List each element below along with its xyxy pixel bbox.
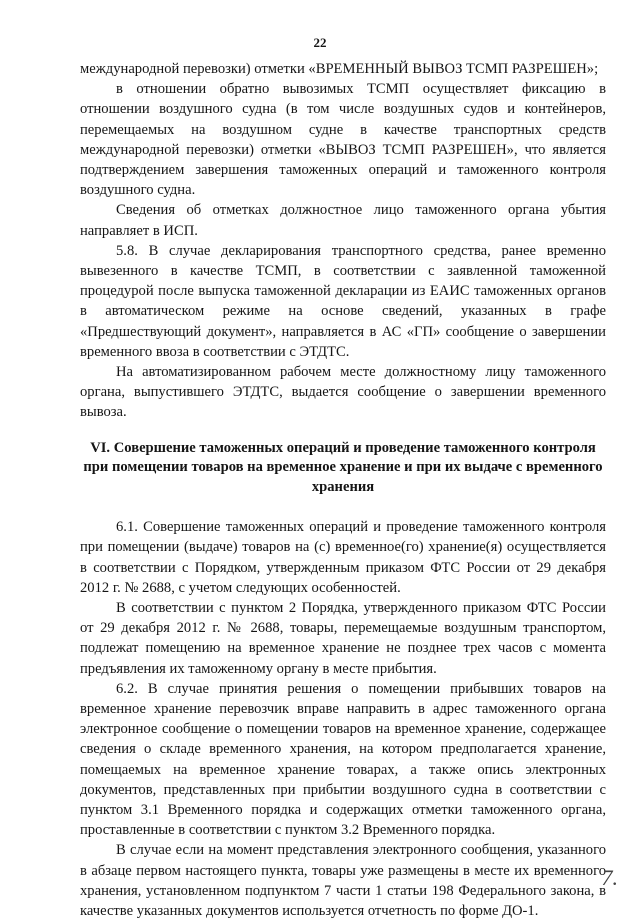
paragraph-do-1: В случае если на момент представления электронного сообщения, указанного в абзаце первом настоящего пункта, товары уже размещены в месте их временного хранения, установленном подпунктом 7 части 1 статьи 198 Федерального закона, в качестве указанных документов используется отчетность по форме ДО-1. [80,842,606,920]
paragraph-point-2: В соответствии с пунктом 2 Порядка, утвержденного приказом ФТС России от 29 декабря 2012 г. № 2688, товары, перемещаемые воздушным транспортом, подлежат помещению на временное хранение не позднее трех часов с момента предъявления их таможенному органу в месте прибытия. [80,599,606,677]
section-heading-vi: VI. Совершение таможенных операций и проведение таможенного контроля при помещении товаров на временное хранение и при их выдаче с временного хранения [83,439,603,495]
handwritten-mark: 7. [601,865,618,890]
paragraph-return-export: в отношении обратно вывозимых ТСМП осуществляет фиксацию в отношении воздушного судна (в том числе воздушных судов и контейнеров, перемещаемых на воздушном судне в качестве транспортных средств международной перевозки) отметки «ВЫВОЗ ТСМП РАЗРЕШЕН», что является подтверждением завершения таможенных операций и таможенного контроля воздушного судна. [80,81,606,199]
paragraph-marks-info: Сведения об отметках должностное лицо таможенного органа убытия направляет в ИСП. [80,202,606,239]
paragraph-workstation: На автоматизированном рабочем месте должностному лицу таможенного органа, выпустившего ЭТДТС, выдается сообщение о завершении временного вывоза. [80,364,606,421]
document-body [80,59,606,921]
page-number: 22 [313,35,327,50]
paragraph-6-2: 6.2. В случае принятия решения о помещении прибывших товаров на временное хранение перевозчик вправе направить в адрес таможенного органа электронное сообщение о помещении товаров на временное хранение, содержащее сведения о складе временного хранения, на котором предполагается хранение, помещаемых на временное хранение товарах, а также опись электронных документов, представленных при прибытии воздушного судна в соответствии с пунктом 3.1 Временного порядка и содержащих отметки таможенного органа, проставленные в соответствии с пунктом 3.2 Временного порядка. [80,680,606,839]
paragraph-6-1: 6.1. Совершение таможенных операций и проведение таможенного контроля при помещении (выдаче) товаров на (с) временное(го) хранение(я) осуществляется в соответствии с Порядком, утвержденным приказом ФТС России от 29 декабря 2012 г. № 2688, с учетом следующих особенностей. [80,519,606,596]
paragraph-5-8: 5.8. В случае декларирования транспортного средства, ранее временно вывезенного в качестве ТСМП, в соответствии с заявленной таможенной процедурой после выпуска таможенной декларации из ЕАИС таможенных органов в автоматическом режиме на основе сведений, указанных в графе «Предшествующий документ», направляется в АС «ГП» сообщение о завершении временного ввоза в соответствии с ЭТДТС. [80,242,606,360]
paragraph-continuation: международной перевозки) отметки «ВРЕМЕННЫЙ ВЫВОЗ ТСМП РАЗРЕШЕН»; [80,61,599,77]
